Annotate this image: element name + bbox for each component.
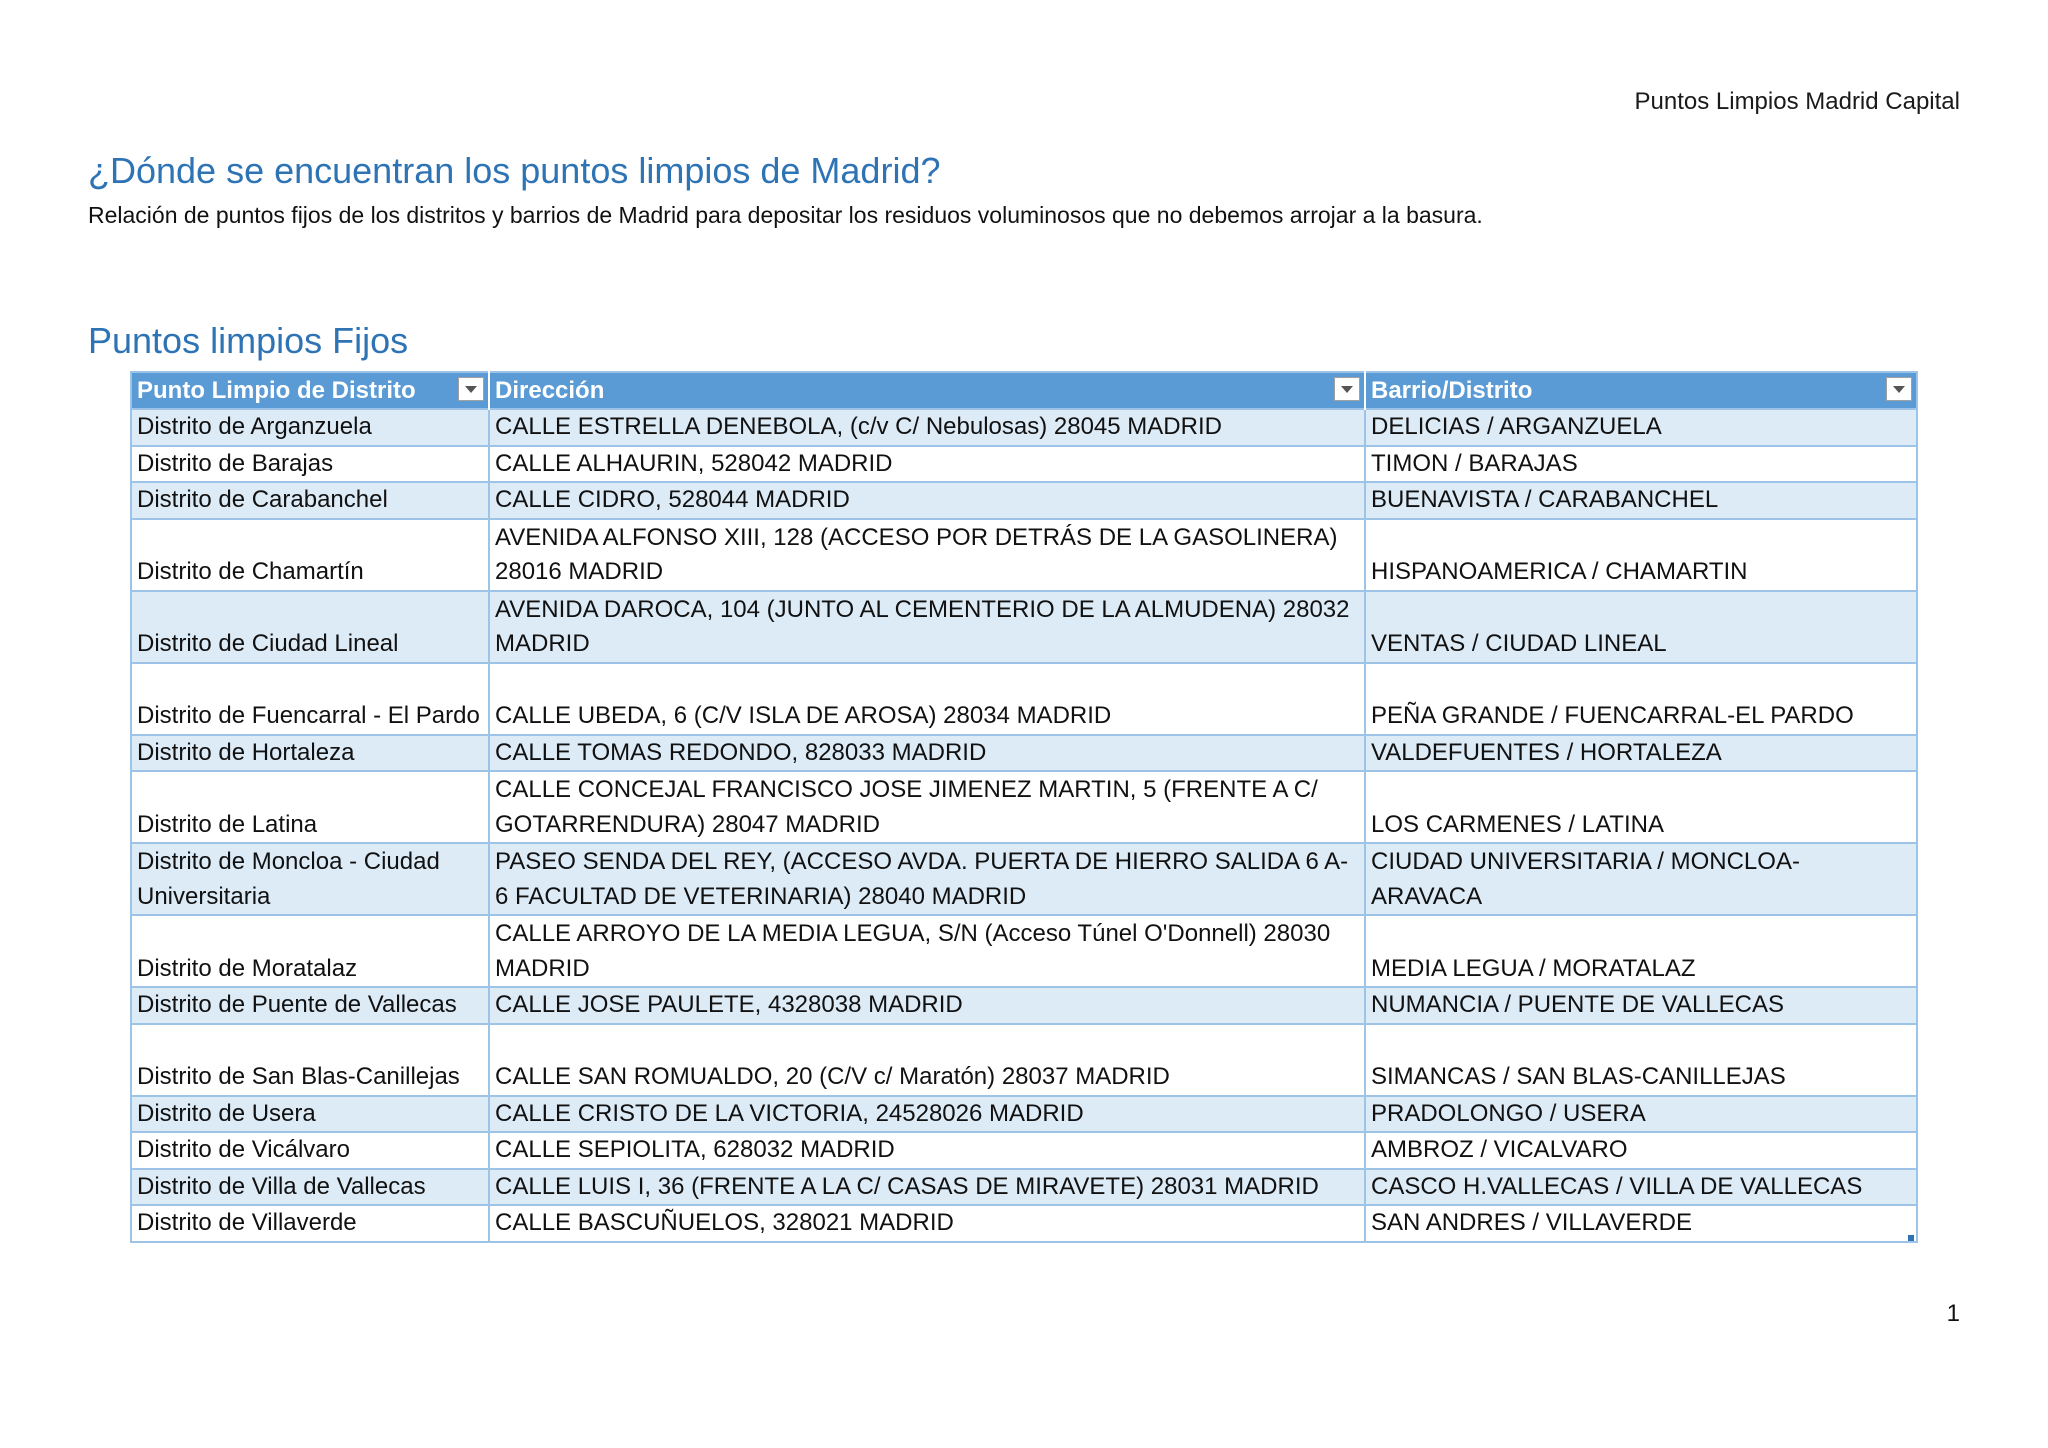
distrito-cell: Distrito de Ciudad Lineal xyxy=(131,591,489,663)
barrio-cell: SAN ANDRES / VILLAVERDE xyxy=(1365,1205,1917,1242)
filter-dropdown-button[interactable] xyxy=(458,377,484,401)
distrito-cell: Distrito de Chamartín xyxy=(131,519,489,591)
page-title: ¿Dónde se encuentran los puntos limpios de Madrid? xyxy=(88,150,941,191)
barrio-cell: CASCO H.VALLECAS / VILLA DE VALLECAS xyxy=(1365,1169,1917,1206)
barrio-cell: VENTAS / CIUDAD LINEAL xyxy=(1365,591,1917,663)
table-row xyxy=(131,843,1917,915)
distrito-cell: Distrito de Barajas xyxy=(131,446,489,483)
table-row xyxy=(131,409,1917,446)
direccion-cell: CALLE UBEDA, 6 (C/V ISLA DE AROSA) 28034 MADRID xyxy=(489,663,1365,735)
column-header-barrio xyxy=(1365,372,1917,409)
table-row xyxy=(131,1169,1917,1206)
table-row xyxy=(131,987,1917,1024)
distrito-cell: Distrito de Fuencarral - El Pardo xyxy=(131,663,489,735)
direccion-cell: CALLE SAN ROMUALDO, 20 (C/V c/ Maratón) 28037 MADRID xyxy=(489,1024,1365,1096)
distrito-cell: Distrito de Villaverde xyxy=(131,1205,489,1242)
distrito-cell: Distrito de Vicálvaro xyxy=(131,1132,489,1169)
filter-dropdown-button[interactable] xyxy=(1886,377,1912,401)
distrito-cell: Distrito de Moncloa - Ciudad Universitaria xyxy=(131,843,489,915)
column-header-label: Barrio/Distrito xyxy=(1371,377,1533,404)
direccion-cell: CALLE ALHAURIN, 528042 MADRID xyxy=(489,446,1365,483)
table-row xyxy=(131,446,1917,483)
barrio-cell: DELICIAS / ARGANZUELA xyxy=(1365,409,1917,446)
distrito-cell: Distrito de Usera xyxy=(131,1096,489,1133)
distrito-cell: Distrito de Latina xyxy=(131,771,489,843)
barrio-cell: TIMON / BARAJAS xyxy=(1365,446,1917,483)
table-resize-handle[interactable] xyxy=(1908,1235,1914,1241)
barrio-cell: MEDIA LEGUA / MORATALAZ xyxy=(1365,915,1917,987)
barrio-cell: AMBROZ / VICALVARO xyxy=(1365,1132,1917,1169)
direccion-cell: AVENIDA DAROCA, 104 (JUNTO AL CEMENTERIO DE LA ALMUDENA) 28032 MADRID xyxy=(489,591,1365,663)
direccion-cell: CALLE LUIS I, 36 (FRENTE A LA C/ CASAS DE MIRAVETE) 28031 MADRID xyxy=(489,1169,1365,1206)
barrio-cell: BUENAVISTA / CARABANCHEL xyxy=(1365,482,1917,519)
dropdown-arrow-icon xyxy=(1341,386,1353,393)
direccion-cell: CALLE ESTRELLA DENEBOLA, (c/v C/ Nebulosas) 28045 MADRID xyxy=(489,409,1365,446)
barrio-cell: VALDEFUENTES / HORTALEZA xyxy=(1365,735,1917,772)
table-row xyxy=(131,915,1917,987)
table-row xyxy=(131,663,1917,735)
page-description: Relación de puntos fijos de los distritos y barrios de Madrid para depositar los residuos voluminosos que no debemos arrojar a la basura. xyxy=(88,202,1483,228)
direccion-cell: CALLE ARROYO DE LA MEDIA LEGUA, S/N (Acceso Túnel O'Donnell) 28030 MADRID xyxy=(489,915,1365,987)
table-row xyxy=(131,771,1917,843)
barrio-cell: SIMANCAS / SAN BLAS-CANILLEJAS xyxy=(1365,1024,1917,1096)
distrito-cell: Distrito de Arganzuela xyxy=(131,409,489,446)
filter-dropdown-button[interactable] xyxy=(1334,377,1360,401)
direccion-cell: CALLE SEPIOLITA, 628032 MADRID xyxy=(489,1132,1365,1169)
distrito-cell: Distrito de Villa de Vallecas xyxy=(131,1169,489,1206)
direccion-cell: CALLE JOSE PAULETE, 4328038 MADRID xyxy=(489,987,1365,1024)
puntos-limpios-table xyxy=(130,371,1918,1243)
column-header-direccion xyxy=(489,372,1365,409)
distrito-cell: Distrito de Puente de Vallecas xyxy=(131,987,489,1024)
puntos-limpios-table-container xyxy=(130,371,1916,1243)
column-header-label: Dirección xyxy=(495,377,605,404)
table-row xyxy=(131,519,1917,591)
barrio-cell: PRADOLONGO / USERA xyxy=(1365,1096,1917,1133)
table-row xyxy=(131,1205,1917,1242)
table-row xyxy=(131,591,1917,663)
table-header-row xyxy=(131,372,1917,409)
table-row xyxy=(131,1024,1917,1096)
table-row xyxy=(131,1096,1917,1133)
table-row xyxy=(131,1132,1917,1169)
barrio-cell: PEÑA GRANDE / FUENCARRAL-EL PARDO xyxy=(1365,663,1917,735)
dropdown-arrow-icon xyxy=(465,386,477,393)
column-header-distrito xyxy=(131,372,489,409)
barrio-cell: CIUDAD UNIVERSITARIA / MONCLOA-ARAVACA xyxy=(1365,843,1917,915)
page-number: 1 xyxy=(1946,1300,1960,1327)
barrio-cell: HISPANOAMERICA / CHAMARTIN xyxy=(1365,519,1917,591)
table-row xyxy=(131,482,1917,519)
direccion-cell: CALLE CRISTO DE LA VICTORIA, 24528026 MADRID xyxy=(489,1096,1365,1133)
barrio-cell: LOS CARMENES / LATINA xyxy=(1365,771,1917,843)
direccion-cell: CALLE BASCUÑUELOS, 328021 MADRID xyxy=(489,1205,1365,1242)
distrito-cell: Distrito de Carabanchel xyxy=(131,482,489,519)
direccion-cell: CALLE CONCEJAL FRANCISCO JOSE JIMENEZ MARTIN, 5 (FRENTE A C/ GOTARRENDURA) 28047 MADRID xyxy=(489,771,1365,843)
direccion-cell: PASEO SENDA DEL REY, (ACCESO AVDA. PUERTA DE HIERRO SALIDA 6 A-6 FACULTAD DE VETERINARIA) 28040 MADRID xyxy=(489,843,1365,915)
direccion-cell: CALLE CIDRO, 528044 MADRID xyxy=(489,482,1365,519)
table-row xyxy=(131,735,1917,772)
direccion-cell: AVENIDA ALFONSO XIII, 128 (ACCESO POR DETRÁS DE LA GASOLINERA) 28016 MADRID xyxy=(489,519,1365,591)
distrito-cell: Distrito de San Blas-Canillejas xyxy=(131,1024,489,1096)
direccion-cell: CALLE TOMAS REDONDO, 828033 MADRID xyxy=(489,735,1365,772)
column-header-label: Punto Limpio de Distrito xyxy=(137,377,416,404)
distrito-cell: Distrito de Hortaleza xyxy=(131,735,489,772)
barrio-cell: NUMANCIA / PUENTE DE VALLECAS xyxy=(1365,987,1917,1024)
running-header: Puntos Limpios Madrid Capital xyxy=(1634,88,1960,115)
distrito-cell: Distrito de Moratalaz xyxy=(131,915,489,987)
section-title: Puntos limpios Fijos xyxy=(88,320,409,361)
dropdown-arrow-icon xyxy=(1893,386,1905,393)
